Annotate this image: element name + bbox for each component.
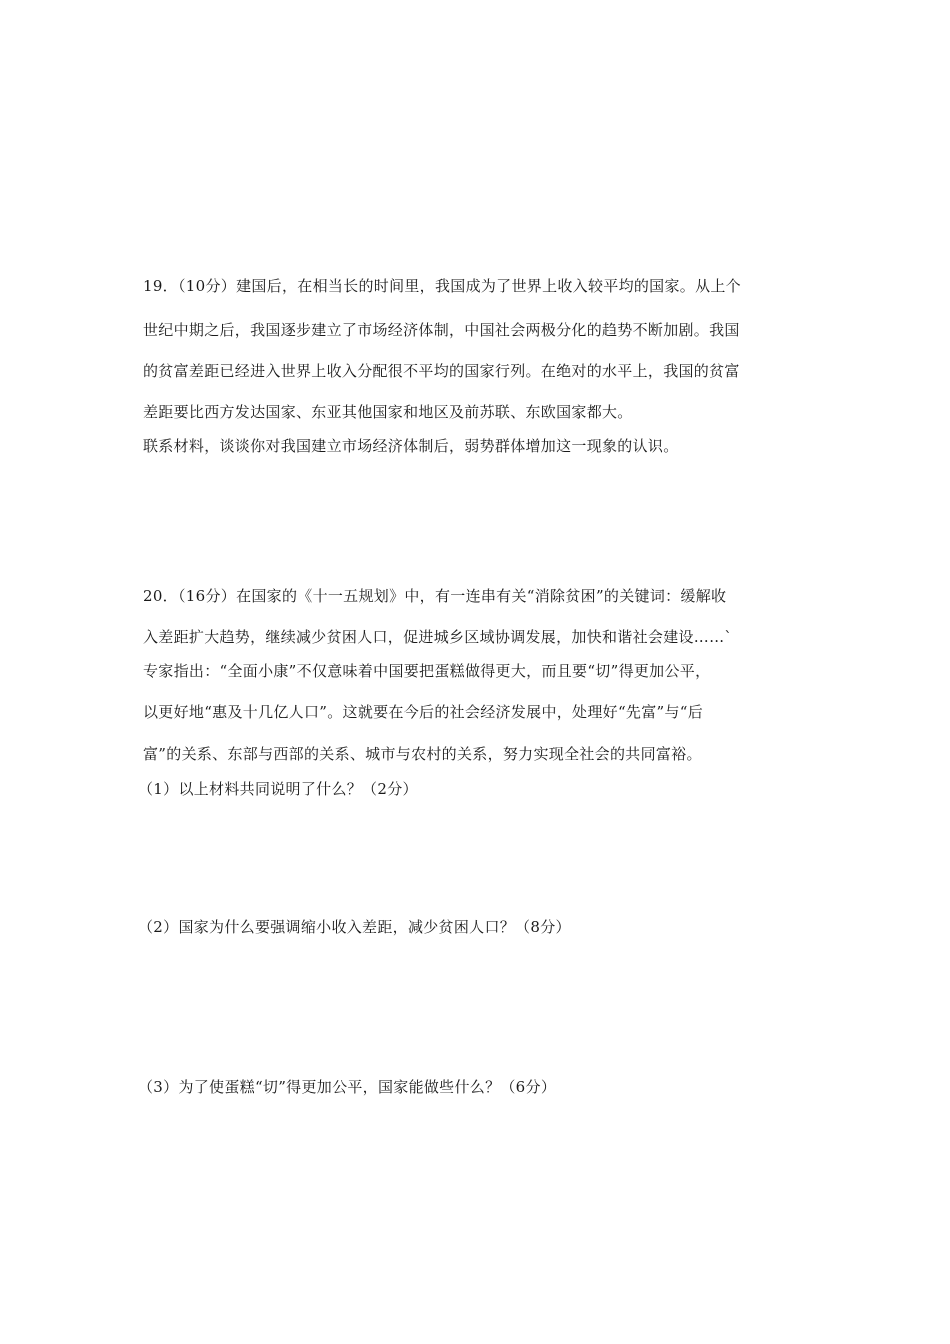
q20-line-3: 专家指出：“全面小康”不仅意味着中国要把蛋糕做得更大，而且要“切”得更加公平， [143, 662, 711, 680]
q20-subquestion-2: （2）国家为什么要强调缩小收入差距，减少贫困人口？（8分） [138, 918, 571, 936]
q19-line-2: 世纪中期之后，我国逐步建立了市场经济体制，中国社会两极分化的趋势不断加剧。我国 [143, 321, 740, 339]
q20-line-2: 入差距扩大趋势，继续减少贫困人口，促进城乡区域协调发展，加快和谐社会建设……` [143, 628, 733, 646]
q20-line-4: 以更好地“惠及十几亿人口”。这就要在今后的社会经济发展中，处理好“先富”与“后 [143, 703, 704, 721]
q19-prompt: 联系材料，谈谈你对我国建立市场经济体制后，弱势群体增加这一现象的认识。 [143, 437, 679, 455]
q20-subquestion-1: （1）以上材料共同说明了什么？（2分） [138, 780, 418, 798]
q19-line-1: 19．（10分）建国后，在相当长的时间里，我国成为了世界上收入较平均的国家。从上个 [143, 277, 741, 295]
q20-line-1: 20．（16分）在国家的《十一五规划》中，有一连串有关“消除贫困”的关键词：缓解收 [143, 587, 727, 605]
q20-line-5: 富”的关系、东部与西部的关系、城市与农村的关系，努力实现全社会的共同富裕。 [143, 745, 702, 763]
q19-line-4: 差距要比西方发达国家、东亚其他国家和地区及前苏联、东欧国家都大。 [143, 403, 633, 421]
q19-line-3: 的贫富差距已经进入世界上收入分配很不平均的国家行列。在绝对的水平上，我国的贫富 [143, 362, 740, 380]
q20-subquestion-3: （3）为了使蛋糕“切”得更加公平，国家能做些什么？（6分） [138, 1078, 557, 1096]
